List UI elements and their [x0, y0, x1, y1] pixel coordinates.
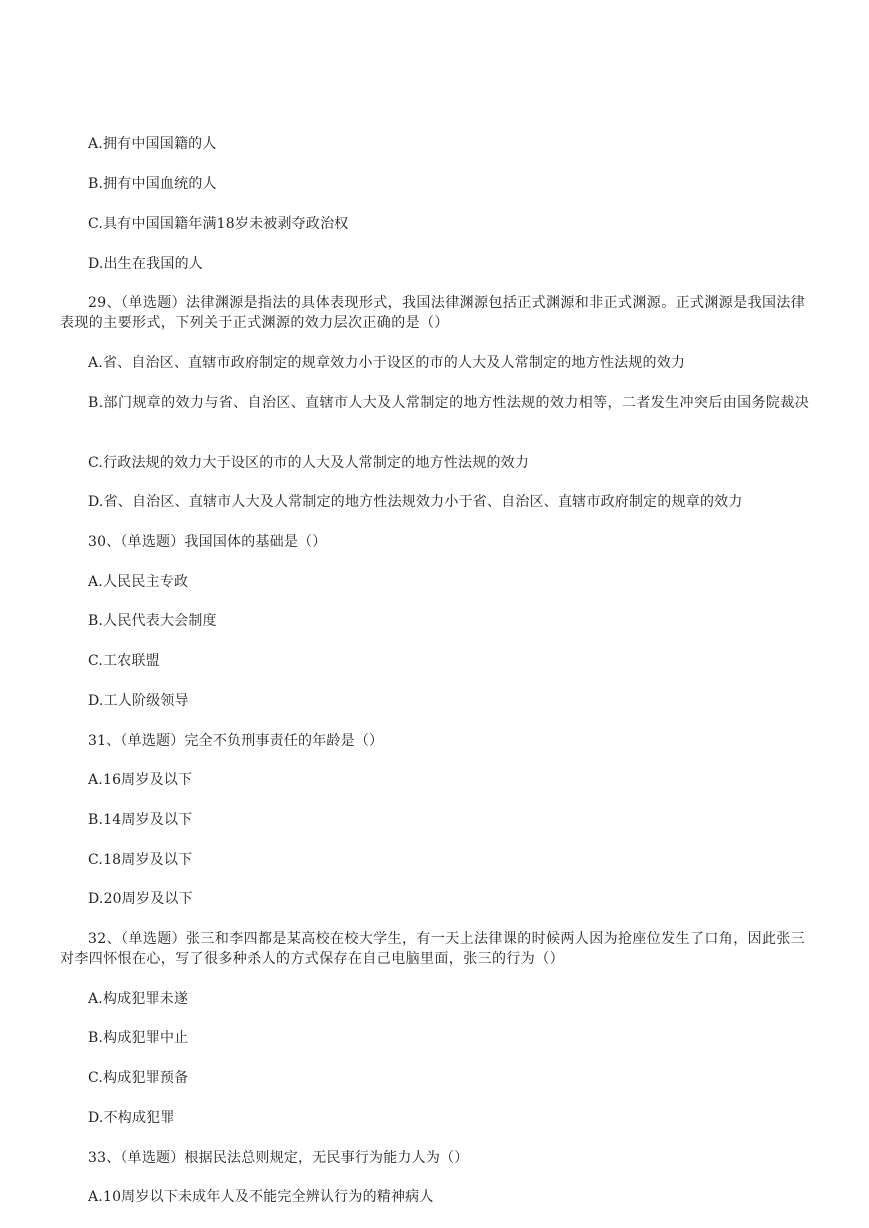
- q32-option-d: D.不构成犯罪: [88, 1110, 175, 1126]
- q28-option-b: B.拥有中国血统的人: [88, 176, 217, 192]
- question-29: 29、（单选题）法律渊源是指法的具体表现形式，我国法律渊源包括正式渊源和非正式渊源。正式渊源是我国法律表现的主要形式，下列关于正式渊源的效力层次正确的是（）: [60, 295, 806, 331]
- question-31: 31、（单选题）完全不负刑事责任的年龄是（）: [88, 733, 384, 749]
- q30-option-a: A.人民民主专政: [88, 574, 189, 590]
- q32-option-c: C.构成犯罪预备: [88, 1070, 189, 1086]
- q31-option-d: D.20周岁及以下: [88, 891, 193, 907]
- q29-option-d: D.省、自治区、直辖市人大及人常制定的地方性法规效力小于省、自治区、直辖市政府制定的规章的效力: [88, 494, 743, 510]
- q28-option-c: C.具有中国国籍年满18岁未被剥夺政治权: [88, 216, 349, 232]
- q31-option-c: C.18周岁及以下: [88, 852, 193, 868]
- question-33: 33、（单选题）根据民法总则规定，无民事行为能力人为（）: [88, 1150, 469, 1166]
- q31-option-a: A.16周岁及以下: [88, 772, 193, 788]
- q29-option-a: A.省、自治区、直辖市政府制定的规章效力小于设区的市的人大及人常制定的地方性法规的效力: [88, 355, 686, 371]
- q30-option-b: B.人民代表大会制度: [88, 613, 217, 629]
- q29-option-b: B.部门规章的效力与省、自治区、直辖市人大及人常制定的地方性法规的效力相等，二者发生冲突后由国务院裁决: [88, 395, 810, 411]
- q32-option-a: A.构成犯罪未遂: [88, 991, 189, 1007]
- q30-option-d: D.工人阶级领导: [88, 693, 189, 709]
- q30-option-c: C.工农联盟: [88, 653, 160, 669]
- q33-option-a: A.10周岁以下未成年人及不能完全辨认行为的精神病人: [88, 1189, 434, 1205]
- q31-option-b: B.14周岁及以下: [88, 812, 193, 828]
- question-30: 30、（单选题）我国国体的基础是（）: [88, 534, 327, 550]
- q29-option-c: C.行政法规的效力大于设区的市的人大及人常制定的地方性法规的效力: [88, 455, 530, 471]
- question-32: 32、（单选题）张三和李四都是某高校在校大学生，有一天上法律课的时候两人因为抢座位发生了口角，因此张三对李四怀恨在心，写了很多种杀人的方式保存在自己电脑里面，张三的行为（）: [60, 931, 806, 967]
- q32-option-b: B.构成犯罪中止: [88, 1030, 189, 1046]
- q28-option-d: D.出生在我国的人: [88, 256, 203, 272]
- q28-option-a: A.拥有中国国籍的人: [88, 136, 217, 152]
